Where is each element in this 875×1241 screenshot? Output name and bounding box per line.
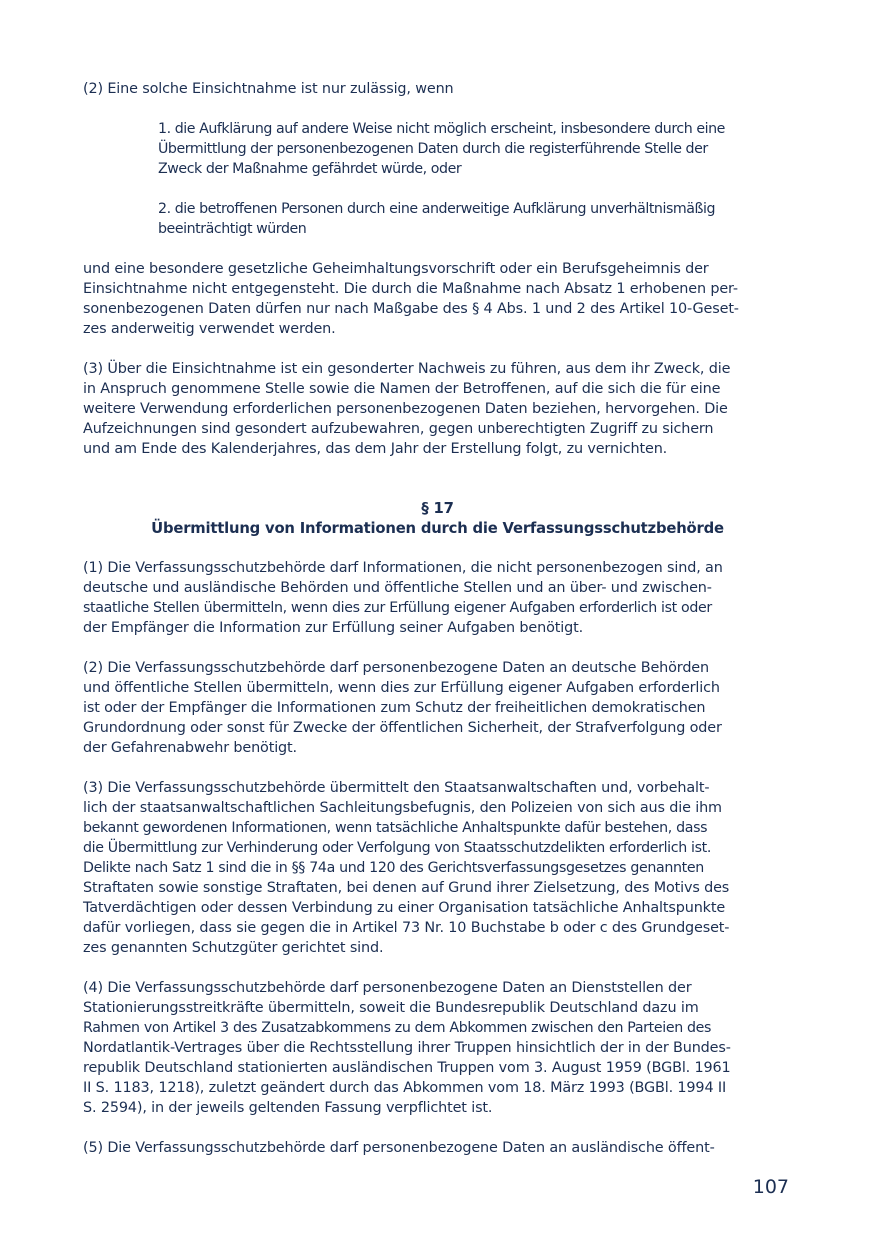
page-number: 107	[752, 1176, 789, 1198]
paragraph-17-3-line: lich der staatsanwaltschaftlichen Sachleitungsbefugnis, den Polizeien von sich aus die ihm	[83, 800, 722, 816]
list-item-1-line: Übermittlung der personenbezogenen Daten durch die registerführende Stelle der	[158, 141, 708, 157]
paragraph-17-3-line: zes genannten Schutzgüter gerichtet sind.	[83, 940, 384, 956]
paragraph-17-3-line: dafür vorliegen, dass sie gegen die in Artikel 73 Nr. 10 Buchstabe b oder c des Grundgeset-	[83, 920, 730, 936]
paragraph-17-3-line: Straftaten sowie sonstige Straftaten, bei denen auf Grund ihrer Zielsetzung, des Motivs des	[83, 880, 730, 896]
paragraph-17-2-line: der Gefahrenabwehr benötigt.	[83, 740, 297, 756]
paragraph-16-2-line: (2) Eine solche Einsichtnahme ist nur zulässig, wenn	[83, 81, 454, 97]
paragraph-16-2-cont-line: zes anderweitig verwendet werden.	[83, 321, 336, 337]
paragraph-16-3-line: weitere Verwendung erforderlichen personenbezogenen Daten beziehen, hervorgehen. Die	[83, 401, 728, 417]
paragraph-17-3-line: bekannt gewordenen Informationen, wenn tatsächliche Anhaltspunkte dafür bestehen, dass	[83, 820, 708, 836]
paragraph-17-3-line: die Übermittlung zur Verhinderung oder Verfolgung von Staatsschutzdelikten erforderlich ist.	[83, 840, 712, 856]
paragraph-17-1-line: (1) Die Verfassungsschutzbehörde darf Informationen, die nicht personenbezogen sind, an	[83, 560, 723, 576]
section-number: § 17	[421, 500, 454, 517]
paragraph-17-1-line: staatliche Stellen übermitteln, wenn dies zur Erfüllung eigener Aufgaben erforderlich ist oder	[83, 600, 712, 616]
paragraph-17-4-line: Rahmen von Artikel 3 des Zusatzabkommens zu dem Abkommen zwischen den Parteien des	[83, 1020, 712, 1036]
paragraph-17-1-line: der Empfänger die Information zur Erfüllung seiner Aufgaben benötigt.	[83, 620, 583, 636]
paragraph-17-4-line: Stationierungsstreitkräfte übermitteln, soweit die Bundesrepublik Deutschland dazu im	[83, 1000, 699, 1016]
list-item-1-line: Zweck der Maßnahme gefährdet würde, oder	[158, 161, 462, 177]
paragraph-17-2-line: Grundordnung oder sonst für Zwecke der öffentlichen Sicherheit, der Strafverfolgung oder	[83, 720, 722, 736]
paragraph-17-4-line: republik Deutschland stationierten ausländischen Truppen vom 3. August 1959 (BGBl. 1961	[83, 1060, 731, 1076]
paragraph-16-2-cont-line: sonenbezogenen Daten dürfen nur nach Maßgabe des § 4 Abs. 1 und 2 des Artikel 10-Geset-	[83, 301, 739, 317]
paragraph-16-3-line: (3) Über die Einsichtnahme ist ein gesonderter Nachweis zu führen, aus dem ihr Zweck, die	[83, 361, 731, 377]
paragraph-17-2-line: (2) Die Verfassungsschutzbehörde darf personenbezogene Daten an deutsche Behörden	[83, 660, 709, 676]
list-item-1-line: 1. die Aufklärung auf andere Weise nicht möglich erscheint, insbesondere durch eine	[158, 121, 725, 137]
paragraph-17-5-line: (5) Die Verfassungsschutzbehörde darf personenbezogene Daten an ausländische öffent-	[83, 1140, 715, 1156]
paragraph-16-3-line: und am Ende des Kalenderjahres, das dem Jahr der Erstellung folgt, zu vernichten.	[83, 441, 668, 457]
list-item-2-line: 2. die betroffenen Personen durch eine anderweitige Aufklärung unverhältnismäßig	[158, 201, 716, 217]
paragraph-17-3-line: Delikte nach Satz 1 sind die in §§ 74a und 120 des Gerichtsverfassungsgesetzes genannten	[83, 860, 704, 876]
paragraph-16-3-line: Aufzeichnungen sind gesondert aufzubewahren, gegen unberechtigten Zugriff zu sichern	[83, 421, 714, 437]
paragraph-17-4-line: Nordatlantik-Vertrages über die Rechtsstellung ihrer Truppen hinsichtlich der in der Bundes-	[83, 1040, 731, 1056]
paragraph-17-1-line: deutsche und ausländische Behörden und öffentliche Stellen und an über- und zwischen-	[83, 580, 712, 596]
paragraph-17-3-line: (3) Die Verfassungsschutzbehörde übermittelt den Staatsanwaltschaften und, vorbehalt-	[83, 780, 710, 796]
paragraph-17-2-line: und öffentliche Stellen übermitteln, wenn dies zur Erfüllung eigener Aufgaben erforderlich	[83, 680, 720, 696]
paragraph-17-3-line: Tatverdächtigen oder dessen Verbindung zu einer Organisation tatsächliche Anhaltspunkte	[83, 900, 726, 916]
paragraph-17-2-line: ist oder der Empfänger die Informationen zum Schutz der freiheitlichen demokratischen	[83, 700, 706, 716]
paragraph-17-4-line: S. 2594), in der jeweils geltenden Fassung verpflichtet ist.	[83, 1100, 493, 1116]
section-title: Übermittlung von Informationen durch die Verfassungsschutzbehörde	[151, 520, 724, 537]
paragraph-17-4-line: II S. 1183, 1218), zuletzt geändert durch das Abkommen vom 18. März 1993 (BGBl. 1994 II	[83, 1080, 727, 1096]
paragraph-17-4-line: (4) Die Verfassungsschutzbehörde darf personenbezogene Daten an Dienststellen der	[83, 980, 692, 996]
paragraph-16-2-cont-line: und eine besondere gesetzliche Geheimhaltungsvorschrift oder ein Berufsgeheimnis der	[83, 261, 709, 277]
paragraph-16-2-cont-line: Einsichtnahme nicht entgegensteht. Die durch die Maßnahme nach Absatz 1 erhobenen per-	[83, 281, 738, 297]
paragraph-16-3-line: in Anspruch genommene Stelle sowie die Namen der Betroffenen, auf die sich die für eine	[83, 381, 721, 397]
list-item-2-line: beeinträchtigt würden	[158, 221, 307, 237]
